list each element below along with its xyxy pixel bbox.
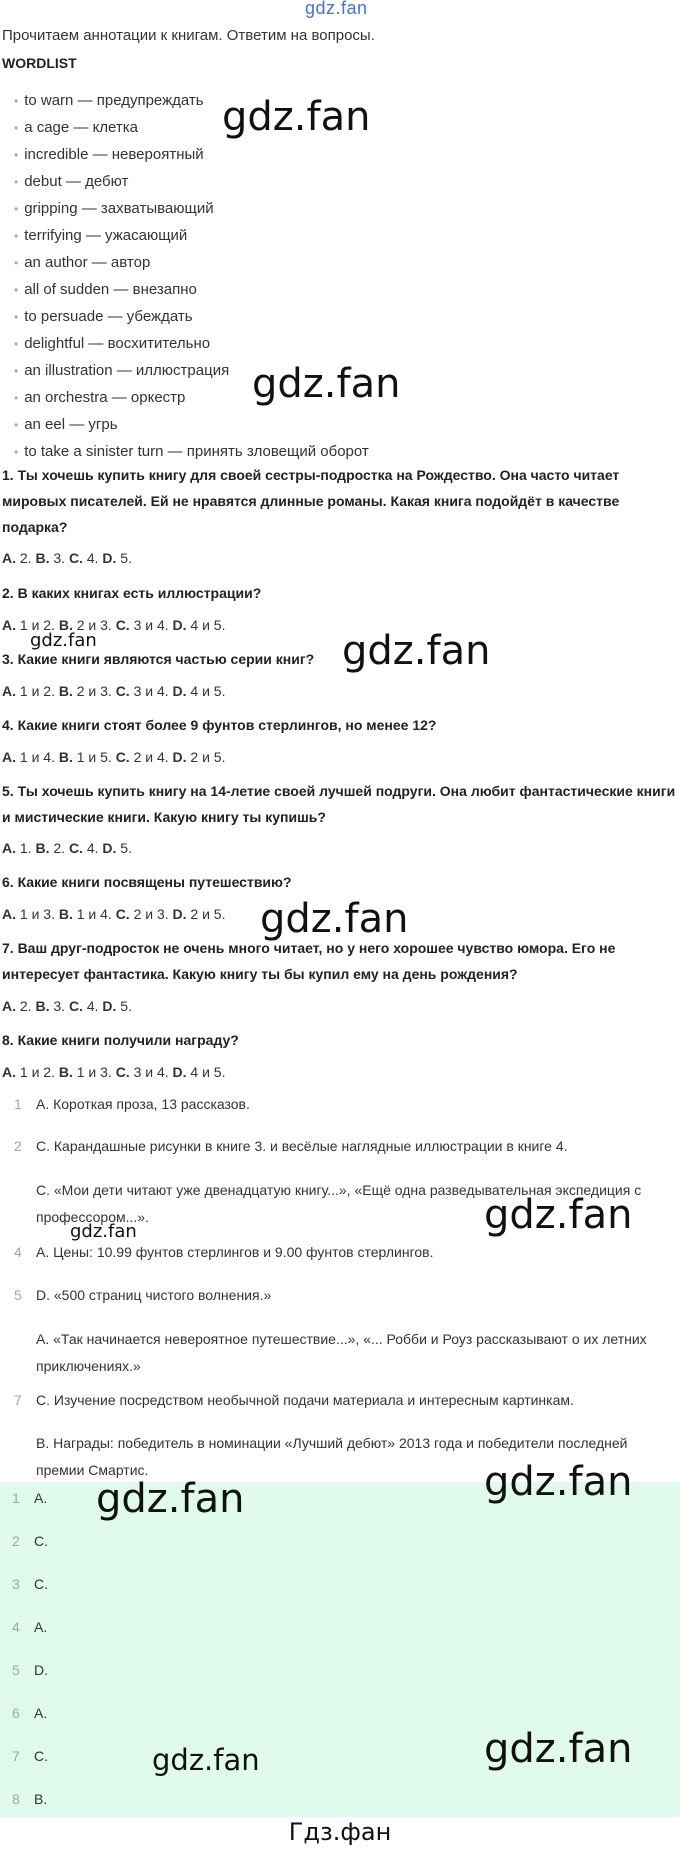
option-value: 4 и 5. (190, 683, 226, 699)
watermark: gdz.fan (96, 1476, 245, 1522)
option-letter: D. (172, 1064, 187, 1080)
wordlist-item: • to persuade — убеждать (14, 303, 369, 330)
option-value: 2. (53, 840, 66, 856)
explanation-text: B. Награды: победитель в номинации «Лучший дебют» 2013 года и победители последней премии Смартис. (36, 1435, 628, 1478)
option-letter: A. (2, 906, 16, 922)
explanation-item (14, 1133, 674, 1160)
explanation-text: A. Цены: 10.99 фунтов стерлингов и 9.00 фунтов стерлингов. (36, 1244, 434, 1260)
answer-key (12, 1576, 48, 1592)
answer-key (12, 1748, 48, 1764)
explanation-text: C. Изучение посредством необычной подачи материала и интересным картинкам. (36, 1392, 574, 1408)
question-8-options (2, 1064, 225, 1080)
answer-key-number: 7 (12, 1748, 20, 1764)
option-letter: C. (68, 998, 83, 1014)
option-letter: D. (172, 683, 187, 699)
watermark: gdz.fan (30, 630, 97, 651)
question-6-options (2, 906, 225, 922)
option-value: 3. (53, 550, 66, 566)
option-value: 3 и 4. (133, 683, 169, 699)
question-5: 5. Ты хочешь купить книгу на 14-летие своей лучшей подруги. Она любит фантастические книги и мистические книги. Какую книгу ты купишь? (2, 783, 676, 825)
answer-key-number: 3 (12, 1576, 20, 1592)
answer-key-value: D. (34, 1662, 48, 1678)
wordlist-heading: WORDLIST (2, 55, 77, 71)
option-value: 1 и 2. (19, 617, 55, 633)
option-letter: D. (102, 550, 117, 566)
site-header-logo[interactable]: gdz.fan (305, 0, 368, 18)
explanation-number: 2 (14, 1138, 22, 1154)
option-value: 5. (120, 840, 132, 856)
wordlist-item: • incredible — невероятный (14, 141, 369, 168)
question-1-options (2, 550, 132, 566)
option-letter: C. (115, 617, 130, 633)
intro-text: Прочитаем аннотации к книгам. Ответим на вопросы. (2, 27, 375, 44)
option-value: 4. (86, 550, 99, 566)
explanation-number: 1 (14, 1096, 22, 1112)
question-5-options (2, 840, 132, 856)
answer-key-number: 6 (12, 1705, 20, 1721)
wordlist-item: • an orchestra — оркестр (14, 384, 369, 411)
option-value: 1. (19, 840, 32, 856)
wordlist-item: • a cage — клетка (14, 114, 369, 141)
explanation-text: A. «Так начинается невероятное путешествие...», «... Робби и Роуз рассказывают о их летних приключениях.» (36, 1331, 647, 1374)
option-letter: B. (58, 906, 73, 922)
answer-key-number: 8 (12, 1791, 20, 1807)
question-4-options (2, 749, 225, 765)
question-4: 4. Какие книги стоят более 9 фунтов стерлингов, но менее 12? (2, 717, 437, 733)
watermark: gdz.fan (222, 94, 371, 140)
option-letter: C. (115, 749, 130, 765)
wordlist-item: • terrifying — ужасающий (14, 222, 369, 249)
option-value: 1 и 2. (19, 1064, 55, 1080)
option-value: 3 и 4. (133, 617, 169, 633)
explanation-number (14, 1430, 26, 1457)
answer-key-value: B. (34, 1791, 48, 1807)
explanation-text: D. «500 страниц чистого волнения.» (36, 1287, 272, 1303)
option-letter: B. (35, 998, 50, 1014)
wordlist-item: • to take a sinister turn — принять зловещий оборот (14, 438, 369, 465)
option-letter: C. (68, 840, 83, 856)
option-letter: D. (102, 998, 117, 1014)
answer-key-value: A. (34, 1490, 48, 1506)
option-letter: A. (2, 550, 16, 566)
option-value: 1 и 3. (76, 1064, 112, 1080)
option-value: 2. (19, 998, 32, 1014)
footer-title: Гдз.фан (288, 1818, 392, 1846)
option-value: 1 и 2. (19, 683, 55, 699)
watermark: gdz.fan (484, 1726, 633, 1772)
option-letter: C. (68, 550, 83, 566)
wordlist-item: • an author — автор (14, 249, 369, 276)
question-6: 6. Какие книги посвящены путешествию? (2, 874, 292, 890)
answer-key (12, 1533, 48, 1549)
wordlist-item: • debut — дебют (14, 168, 369, 195)
explanation-number (14, 1326, 26, 1353)
option-letter: A. (2, 749, 16, 765)
watermark: gdz.fan (260, 896, 409, 942)
wordlist-item: • an illustration — иллюстрация (14, 357, 369, 384)
question-3: 3. Какие книги являются частью серии книг? (2, 651, 315, 667)
watermark: gdz.fan (342, 628, 491, 674)
watermark: gdz.fan (252, 361, 401, 407)
wordlist-item: • all of sudden — внезапно (14, 276, 369, 303)
explanation-item (14, 1239, 674, 1266)
question-8: 8. Какие книги получили награду? (2, 1032, 239, 1048)
wordlist-item: • an eel — угрь (14, 411, 369, 438)
option-letter: A. (2, 840, 16, 856)
explanation-number: 5 (14, 1287, 22, 1303)
option-value: 2 и 3. (76, 683, 112, 699)
explanation-text: C. Карандашные рисунки в книге 3. и весёлые наглядные иллюстрации в книге 4. (36, 1138, 568, 1154)
option-value: 2 и 5. (190, 749, 226, 765)
option-value: 1 и 5. (76, 749, 112, 765)
option-letter: D. (172, 617, 187, 633)
answer-key-value: A. (34, 1705, 48, 1721)
watermark: gdz.fan (484, 1459, 633, 1505)
option-value: 1 и 4. (76, 906, 112, 922)
answer-key-value: C. (34, 1533, 48, 1549)
wordlist-item: • gripping — захватывающий (14, 195, 369, 222)
option-value: 3 и 4. (133, 1064, 169, 1080)
answer-key (12, 1705, 47, 1721)
option-value: 2 и 5. (190, 906, 226, 922)
option-letter: A. (2, 1064, 16, 1080)
answer-key (12, 1619, 47, 1635)
explanation-number (14, 1177, 26, 1204)
option-letter: C. (115, 683, 130, 699)
option-letter: B. (35, 840, 50, 856)
question-1: 1. Ты хочешь купить книгу для своей сестры-подростка на Рождество. Она часто читает мировых писателей. Ей не нравятся длинные романы. Какая книга подойдёт в качестве подарка? (2, 467, 620, 535)
answer-key (12, 1662, 48, 1678)
option-value: 2. (19, 550, 32, 566)
wordlist-item: • to warn — предупреждать (14, 87, 369, 114)
explanation-item (14, 1387, 674, 1414)
option-value: 3. (53, 998, 66, 1014)
wordlist (14, 87, 369, 465)
option-letter: A. (2, 998, 16, 1014)
answer-key (12, 1490, 47, 1506)
option-letter: B. (35, 550, 50, 566)
answer-key-number: 5 (12, 1662, 20, 1678)
option-value: 4 и 5. (190, 617, 226, 633)
option-value: 2 и 3. (133, 906, 169, 922)
option-letter: C. (115, 906, 130, 922)
option-letter: C. (115, 1064, 130, 1080)
option-letter: A. (2, 683, 16, 699)
explanation-number: 4 (14, 1244, 22, 1260)
explanation-item (14, 1326, 676, 1380)
explanation-number: 7 (14, 1392, 22, 1408)
question-3-options (2, 683, 225, 699)
answer-key (12, 1791, 47, 1807)
option-value: 1 и 3. (19, 906, 55, 922)
option-letter: A. (2, 617, 16, 633)
explanation-text: C. «Мои дети читают уже двенадцатую книгу...», «Ещё одна разведывательная экспедиция с профессором...». (36, 1182, 642, 1225)
option-value: 4. (86, 998, 99, 1014)
option-letter: D. (172, 749, 187, 765)
answer-key-number: 2 (12, 1533, 20, 1549)
option-value: 5. (120, 998, 132, 1014)
explanation-item (14, 1282, 674, 1309)
option-letter: D. (172, 906, 187, 922)
wordlist-item: • delightful — восхитительно (14, 330, 369, 357)
option-letter: B. (58, 1064, 73, 1080)
option-value: 2 и 3. (76, 617, 112, 633)
question-7: 7. Ваш друг-подросток не очень много читает, но у него хорошее чувство юмора. Его не интересует фантастика. Какую книгу ты бы купил ему на день рождения? (2, 940, 616, 982)
watermark: gdz.fan (70, 1221, 137, 1242)
answer-key-value: C. (34, 1748, 48, 1764)
answer-key-number: 4 (12, 1619, 20, 1635)
watermark: gdz.fan (484, 1192, 633, 1238)
option-value: 2 и 4. (133, 749, 169, 765)
option-value: 4 и 5. (190, 1064, 226, 1080)
answer-key-number: 1 (12, 1490, 20, 1506)
option-letter: D. (102, 840, 117, 856)
explanation-item (14, 1091, 674, 1118)
explanation-text: A. Короткая проза, 13 рассказов. (36, 1096, 250, 1112)
watermark: gdz.fan (152, 1743, 260, 1777)
option-letter: B. (58, 749, 73, 765)
answer-key-value: C. (34, 1576, 48, 1592)
option-value: 4. (86, 840, 99, 856)
option-value: 1 и 4. (19, 749, 55, 765)
answer-key-value: A. (34, 1619, 48, 1635)
question-7-options (2, 998, 132, 1014)
option-letter: B. (58, 683, 73, 699)
question-2: 2. В каких книгах есть иллюстрации? (2, 585, 262, 601)
option-value: 5. (120, 550, 132, 566)
option-letter: B. (58, 617, 73, 633)
